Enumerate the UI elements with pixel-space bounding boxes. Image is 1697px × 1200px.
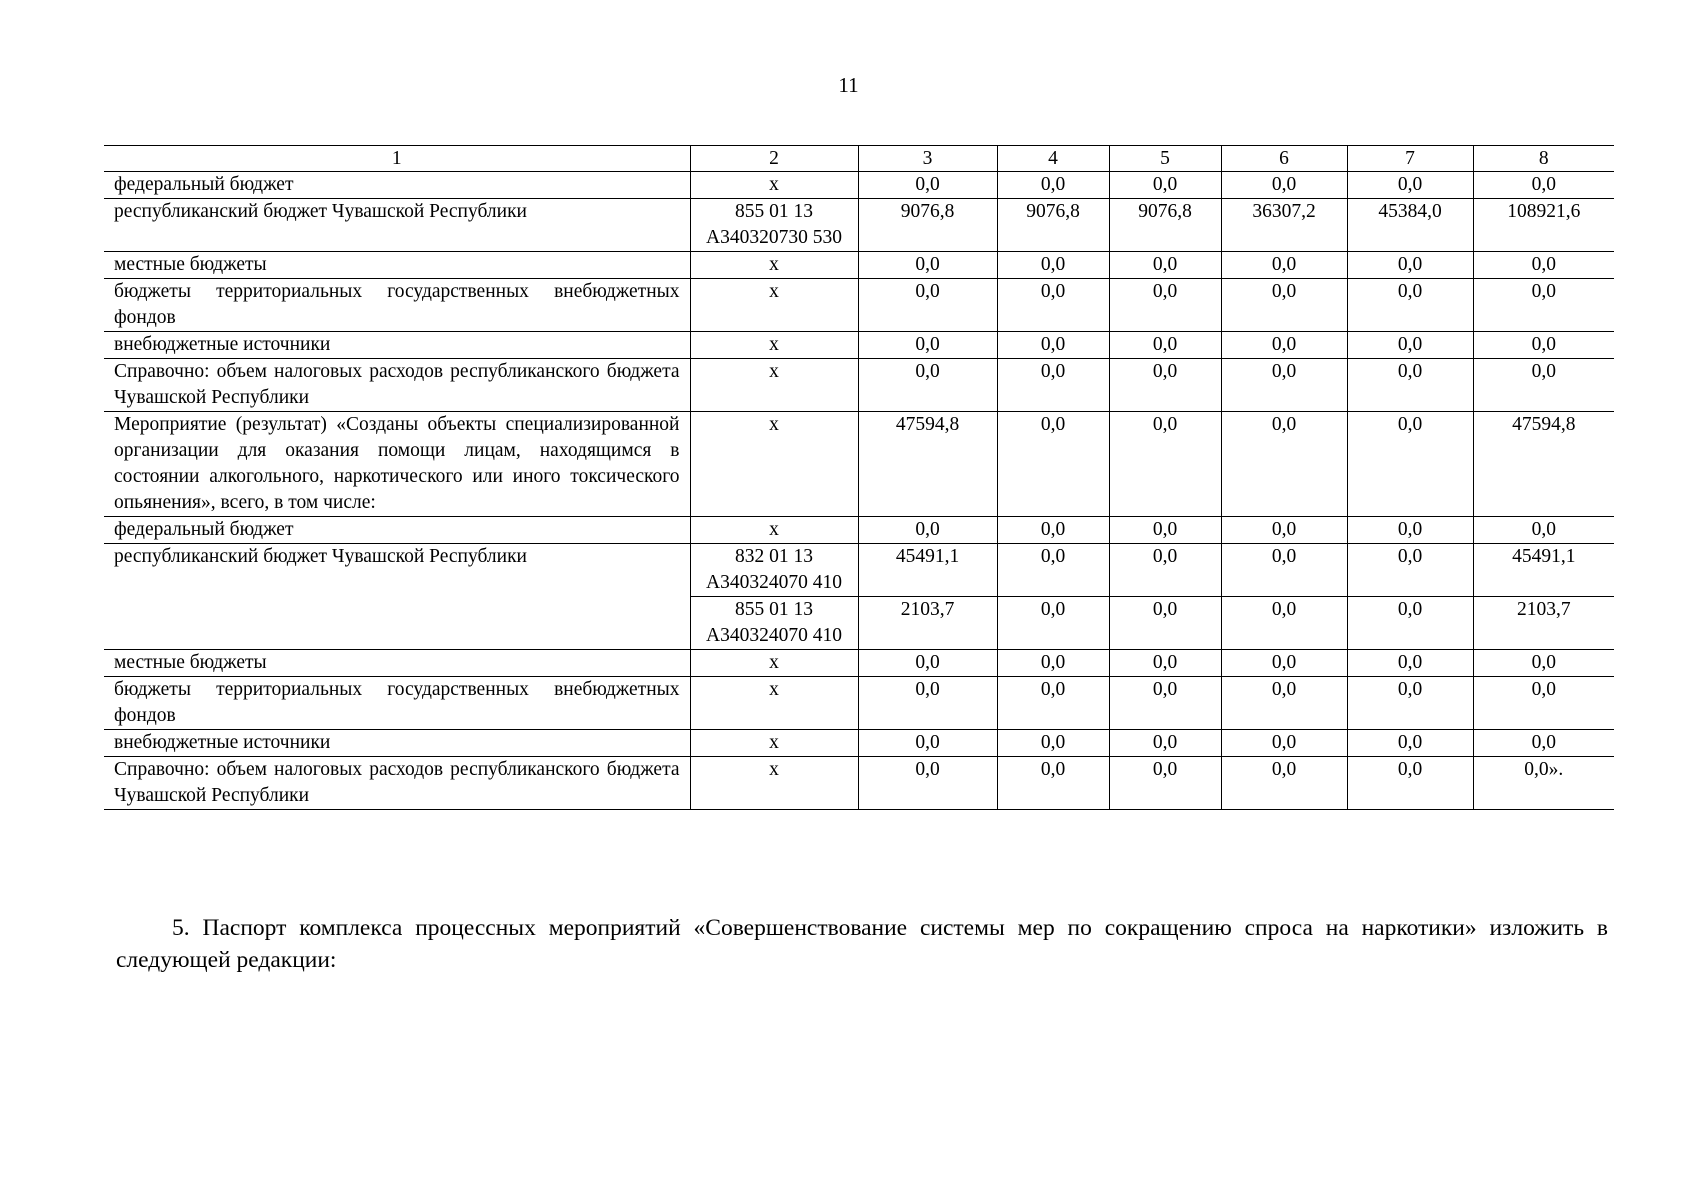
value-cell: 0,0 (1473, 677, 1614, 730)
value-cell: 0,0 (1221, 332, 1347, 359)
value-cell: 0,0 (858, 279, 997, 332)
header-cell: 8 (1473, 146, 1614, 172)
row-name-cell: федеральный бюджет (104, 517, 690, 544)
budget-code-cell: x (690, 730, 858, 757)
paragraph-text: 5. Паспорт комплекса процессных мероприятий «Совершенствование системы мер по сокращению спроса на наркотики» изложить в следующей редакции: (116, 915, 1608, 973)
value-cell: 0,0 (997, 730, 1109, 757)
value-cell: 0,0 (1347, 650, 1473, 677)
table-row (104, 757, 1614, 810)
value-cell: 0,0 (1347, 517, 1473, 544)
value-cell: 0,0 (1347, 252, 1473, 279)
value-cell: 0,0 (1347, 359, 1473, 412)
value-cell: 0,0 (1347, 677, 1473, 730)
value-cell: 0,0 (1347, 757, 1473, 810)
value-cell: 0,0 (997, 677, 1109, 730)
header-cell: 4 (997, 146, 1109, 172)
budget-code-cell: x (690, 279, 858, 332)
value-cell: 0,0 (858, 730, 997, 757)
value-cell: 0,0 (1473, 359, 1614, 412)
value-cell: 0,0 (997, 597, 1109, 650)
value-cell: 45384,0 (1347, 199, 1473, 252)
value-cell: 0,0 (997, 359, 1109, 412)
value-cell: 0,0 (858, 252, 997, 279)
value-cell: 0,0 (997, 650, 1109, 677)
value-cell: 0,0 (997, 252, 1109, 279)
value-cell: 0,0 (1347, 730, 1473, 757)
value-cell: 0,0 (1221, 730, 1347, 757)
page-number: 11 (838, 73, 859, 97)
table-row (104, 332, 1614, 359)
value-cell: 45491,1 (858, 544, 997, 597)
header-cell: 7 (1347, 146, 1473, 172)
header-cell: 1 (104, 146, 690, 172)
value-cell: 0,0 (1109, 332, 1221, 359)
value-cell: 0,0 (1347, 279, 1473, 332)
value-cell: 9076,8 (1109, 199, 1221, 252)
value-cell: 0,0 (1221, 252, 1347, 279)
table-row (104, 359, 1614, 412)
budget-code-cell: 855 01 13 А340324070 410 (690, 597, 858, 650)
value-cell: 0,0 (1347, 597, 1473, 650)
value-cell: 0,0 (1221, 677, 1347, 730)
row-name-cell: федеральный бюджет (104, 172, 690, 199)
value-cell: 0,0 (1109, 597, 1221, 650)
value-cell: 0,0 (1109, 650, 1221, 677)
value-cell: 0,0 (1473, 650, 1614, 677)
value-cell: 2103,7 (1473, 597, 1614, 650)
header-cell: 6 (1221, 146, 1347, 172)
table-row (104, 517, 1614, 544)
value-cell: 0,0 (1473, 279, 1614, 332)
value-cell: 0,0 (1109, 359, 1221, 412)
value-cell: 0,0 (858, 517, 997, 544)
row-name-cell: Справочно: объем налоговых расходов республиканского бюджета Чувашской Республики (104, 757, 690, 810)
row-name-cell: республиканский бюджет Чувашской Республики (104, 199, 690, 252)
value-cell: 0,0 (1109, 757, 1221, 810)
header-cell: 5 (1109, 146, 1221, 172)
budget-code-cell: 855 01 13 А340320730 530 (690, 199, 858, 252)
budget-code-cell: 832 01 13 А340324070 410 (690, 544, 858, 597)
value-cell: 0,0 (1109, 279, 1221, 332)
table-row (104, 677, 1614, 730)
row-name-cell: местные бюджеты (104, 252, 690, 279)
row-name-cell: внебюджетные источники (104, 730, 690, 757)
value-cell: 0,0 (1347, 332, 1473, 359)
value-cell: 0,0 (1347, 412, 1473, 517)
value-cell: 0,0 (997, 279, 1109, 332)
value-cell: 0,0 (997, 412, 1109, 517)
budget-code-cell: x (690, 332, 858, 359)
value-cell: 0,0 (1221, 412, 1347, 517)
table-row (104, 252, 1614, 279)
value-cell: 0,0 (1109, 172, 1221, 199)
value-cell: 0,0 (1109, 730, 1221, 757)
value-cell: 0,0 (1109, 252, 1221, 279)
row-name-cell: Справочно: объем налоговых расходов республиканского бюджета Чувашской Республики (104, 359, 690, 412)
value-cell: 0,0 (1221, 597, 1347, 650)
value-cell: 47594,8 (858, 412, 997, 517)
table-row (104, 730, 1614, 757)
value-cell: 0,0 (1221, 517, 1347, 544)
header-row (104, 146, 1614, 172)
value-cell: 0,0 (1473, 517, 1614, 544)
value-cell: 0,0 (1109, 412, 1221, 517)
row-name-cell: Мероприятие (результат) «Созданы объекты специализированной организации для оказания помощи лицам, находящимся в состоянии алкогольного, наркотического или иного токсического опьянения», всего, в том числе: (104, 412, 690, 517)
value-cell: 108921,6 (1473, 199, 1614, 252)
value-cell: 0,0 (1221, 544, 1347, 597)
value-cell: 0,0 (1473, 172, 1614, 199)
header-cell: 2 (690, 146, 858, 172)
table-row (104, 412, 1614, 517)
value-cell: 0,0 (1109, 517, 1221, 544)
row-name-cell: внебюджетные источники (104, 332, 690, 359)
budget-code-cell: x (690, 172, 858, 199)
table-row (104, 544, 1614, 597)
row-name-cell: местные бюджеты (104, 650, 690, 677)
value-cell: 0,0 (1221, 359, 1347, 412)
value-cell: 36307,2 (1221, 199, 1347, 252)
value-cell: 0,0 (858, 172, 997, 199)
value-cell: 0,0 (1473, 730, 1614, 757)
budget-code-cell: x (690, 359, 858, 412)
budget-code-cell: x (690, 757, 858, 810)
value-cell: 0,0». (1473, 757, 1614, 810)
table-row (104, 199, 1614, 252)
value-cell: 0,0 (1221, 757, 1347, 810)
budget-code-cell: x (690, 412, 858, 517)
value-cell: 0,0 (1109, 544, 1221, 597)
table-row (104, 650, 1614, 677)
value-cell: 0,0 (997, 757, 1109, 810)
table-row (104, 172, 1614, 199)
value-cell: 0,0 (1473, 252, 1614, 279)
row-name-cell: республиканский бюджет Чувашской Республики (104, 544, 690, 650)
row-name-cell: бюджеты территориальных государственных внебюджетных фондов (104, 677, 690, 730)
value-cell: 2103,7 (858, 597, 997, 650)
header-cell: 3 (858, 146, 997, 172)
value-cell: 0,0 (997, 517, 1109, 544)
value-cell: 0,0 (858, 677, 997, 730)
value-cell: 0,0 (858, 650, 997, 677)
value-cell: 47594,8 (1473, 412, 1614, 517)
value-cell: 0,0 (997, 172, 1109, 199)
value-cell: 0,0 (1221, 279, 1347, 332)
value-cell: 0,0 (1221, 650, 1347, 677)
value-cell: 9076,8 (997, 199, 1109, 252)
value-cell: 0,0 (997, 544, 1109, 597)
budget-table (104, 145, 1614, 810)
row-name-cell: бюджеты территориальных государственных внебюджетных фондов (104, 279, 690, 332)
budget-code-cell: x (690, 650, 858, 677)
value-cell: 0,0 (1221, 172, 1347, 199)
value-cell: 0,0 (1347, 172, 1473, 199)
value-cell: 45491,1 (1473, 544, 1614, 597)
value-cell: 0,0 (1473, 332, 1614, 359)
value-cell: 0,0 (997, 332, 1109, 359)
budget-code-cell: x (690, 677, 858, 730)
value-cell: 0,0 (858, 332, 997, 359)
budget-code-cell: x (690, 517, 858, 544)
value-cell: 0,0 (1109, 677, 1221, 730)
value-cell: 9076,8 (858, 199, 997, 252)
table-row (104, 279, 1614, 332)
value-cell: 0,0 (858, 757, 997, 810)
value-cell: 0,0 (1347, 544, 1473, 597)
value-cell: 0,0 (858, 359, 997, 412)
budget-code-cell: x (690, 252, 858, 279)
table-body (104, 172, 1614, 810)
